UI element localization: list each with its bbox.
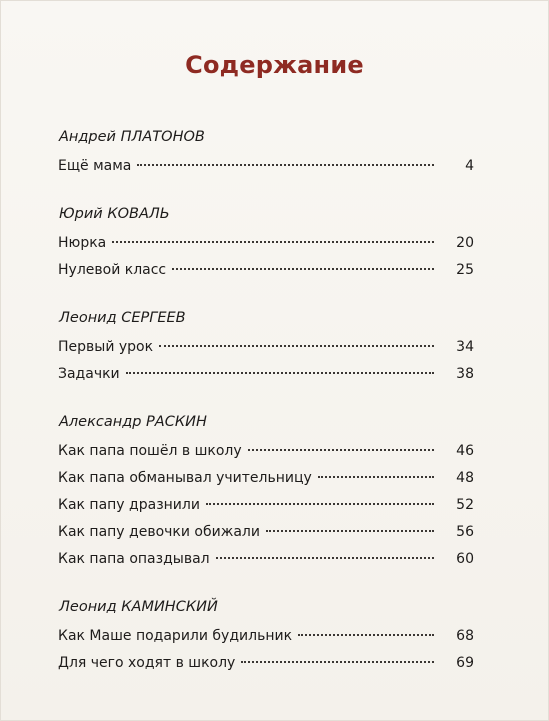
page-title: Содержание — [185, 51, 364, 79]
entry-title: Как папа пошёл в школу — [58, 443, 242, 459]
toc-entry — [58, 546, 474, 573]
page-number: 20 — [456, 235, 474, 251]
toc-section — [58, 203, 474, 284]
dot-leader — [298, 634, 434, 636]
toc-entry — [58, 438, 474, 465]
entry-title: Как папу девочки обижали — [58, 524, 260, 540]
entry-title: Задачки — [58, 366, 120, 382]
entry-title: Нулевой класс — [58, 262, 167, 278]
dot-leader — [216, 557, 434, 559]
dot-leader — [112, 241, 434, 243]
page-number: 69 — [456, 655, 474, 671]
dot-leader — [172, 268, 434, 270]
page-number: 68 — [456, 628, 474, 644]
page-number: 38 — [456, 366, 474, 382]
page-number: 48 — [456, 470, 474, 486]
dot-leader — [318, 476, 434, 478]
entry-title: Первый урок — [58, 339, 154, 355]
entry-title: Как Маше подарили будильник — [58, 628, 293, 644]
toc-section — [58, 126, 474, 180]
page-number: 56 — [456, 524, 474, 540]
entry-title: Как папа обманывал учительницу — [58, 470, 312, 486]
toc-entry — [58, 153, 474, 180]
toc-entry — [58, 334, 474, 361]
dot-leader — [159, 345, 434, 347]
toc-section — [58, 596, 474, 677]
entry-title: Как папа опаздывал — [58, 551, 210, 567]
author-name: Андрей ПЛАТОНОВ — [59, 129, 205, 145]
toc-entry — [58, 230, 474, 257]
table-of-contents — [58, 126, 474, 700]
dot-leader — [126, 372, 434, 374]
page-number: 34 — [456, 339, 474, 355]
page-number: 25 — [456, 262, 474, 278]
page-number: 52 — [456, 497, 474, 513]
author-name: Леонид КАМИНСКИЙ — [59, 599, 218, 615]
entry-title: Для чего ходят в школу — [58, 655, 236, 671]
author-name: Юрий КОВАЛЬ — [59, 206, 170, 222]
dot-leader — [137, 164, 434, 166]
dot-leader — [266, 530, 434, 532]
toc-entry — [58, 623, 474, 650]
page-number: 60 — [456, 551, 474, 567]
entry-title: Как папу дразнили — [58, 497, 200, 513]
toc-entry — [58, 361, 474, 388]
toc-section — [58, 411, 474, 573]
toc-entry — [58, 492, 474, 519]
page-number: 46 — [456, 443, 474, 459]
entry-title: Ещё мама — [58, 158, 132, 174]
entry-title: Нюрка — [58, 235, 107, 251]
toc-entry — [58, 519, 474, 546]
dot-leader — [248, 449, 434, 451]
author-name: Леонид СЕРГЕЕВ — [59, 310, 186, 326]
page-number: 4 — [465, 158, 474, 174]
toc-section — [58, 307, 474, 388]
dot-leader — [206, 503, 434, 505]
author-name: Александр РАСКИН — [59, 414, 207, 430]
dot-leader — [241, 661, 434, 663]
toc-entry — [58, 257, 474, 284]
toc-entry — [58, 465, 474, 492]
toc-entry — [58, 650, 474, 677]
